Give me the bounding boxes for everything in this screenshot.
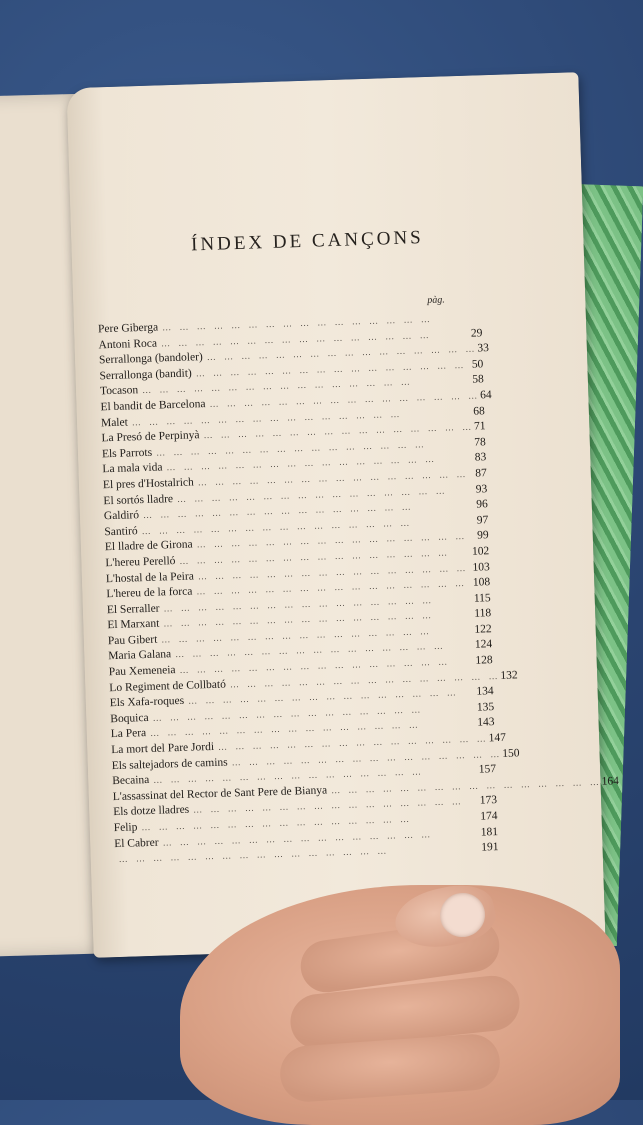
dot-leader: … … … … … … … … … … … … … … … … [143, 498, 454, 523]
page-number: 115 [456, 591, 490, 608]
song-title: Becaina [112, 773, 154, 790]
song-title: La mala vida [102, 461, 166, 479]
page-number: 135 [460, 700, 494, 717]
dot-leader: … … … … … … … … … … … … … … … … [179, 654, 459, 678]
dot-leader: … … … … … … … … … … … … … … … … [196, 576, 467, 600]
dot-leader: … … … … … … … … … … … … … … … … [177, 483, 454, 507]
dot-leader: … … … … … … … … … … … … … … … … [209, 388, 480, 412]
page-number: 68 [451, 404, 485, 421]
song-title: L'hereu Perelló [105, 554, 180, 572]
page-number: 71 [474, 419, 486, 435]
song-title: La Presó de Perpinyà [101, 428, 203, 447]
song-title: Antoni Roca [98, 336, 161, 354]
song-index-list [98, 310, 499, 868]
page-number: 157 [462, 762, 496, 779]
song-title: L'assassinat del Rector de Sant Pere de Bianya [113, 783, 332, 805]
song-title: Santiró [104, 524, 142, 541]
dot-leader: … … … … … … … … … … … … … … … … [203, 420, 474, 444]
page-number: 132 [500, 668, 518, 684]
song-title: Tocason [100, 383, 143, 400]
page-number [448, 320, 482, 321]
index-title: ÍNDEX DE CANÇONS [177, 227, 438, 257]
dot-leader: … … … … … … … … … … … … … … … … [198, 467, 469, 491]
page-number: 58 [450, 373, 484, 390]
page-column-label: pàg. [427, 294, 445, 306]
song-title: El sortós lladre [103, 492, 177, 510]
dot-leader: … … … … … … … … … … … … … … … … [142, 374, 450, 399]
page-number: 50 [466, 357, 483, 373]
song-title: El lladre de Girona [105, 538, 197, 556]
dot-leader: … … … … … … … … … … … … … … … … [179, 545, 455, 569]
dot-leader: … … … … … … … … … … … … … … … … [141, 514, 454, 539]
page-number: 97 [454, 513, 488, 530]
song-title: Els dotze lladres [113, 803, 193, 821]
dot-leader: … … … … … … … … … … … … … … … … [331, 775, 602, 799]
dot-leader: … … … … … … … … … … … … … … … … [163, 592, 457, 617]
dot-leader: … … … … … … … … … … … … … … … … [166, 452, 452, 477]
page-number: 96 [454, 497, 488, 514]
book-page [66, 72, 605, 958]
dot-leader: … … … … … … … … … … … … … … … … [198, 560, 469, 584]
song-title: Serrallonga (bandit) [99, 366, 196, 385]
dot-leader: … … … … … … … … … … … … … … … … [175, 639, 458, 663]
song-title: Els Xafa-roques [110, 694, 189, 712]
dot-leader: … … … … … … … … … … … … … … … … [118, 841, 464, 867]
song-title: Pau Gibert [108, 632, 162, 649]
dot-leader: … … … … … … … … … … … … … … … … [193, 795, 464, 819]
page-number: 103 [468, 560, 490, 576]
song-title: El Cabrer [114, 835, 163, 852]
song-title: Els Parrots [102, 445, 157, 462]
song-title: Malet [101, 415, 132, 432]
dot-leader: … … … … … … … … … … … … … … … … [153, 763, 462, 788]
song-title: La Pera [111, 726, 151, 743]
song-title: La mort del Pare Jordi [111, 740, 218, 759]
song-title: El bandit de Barcelona [100, 397, 209, 416]
dot-leader: … … … … … … … … … … … … … … … … [230, 669, 501, 693]
dot-leader: … … … … … … … … … … … … … … … … [132, 405, 452, 431]
page-number: 33 [477, 341, 489, 357]
dot-leader: … … … … … … … … … … … … … … … … [162, 826, 464, 851]
dot-leader: … … … … … … … … … … … … … … … … [162, 311, 448, 336]
dot-leader: … … … … … … … … … … … … … … … … [141, 810, 464, 836]
page-number: 99 [467, 529, 489, 545]
page-number: 128 [458, 653, 492, 670]
page-number: 102 [455, 544, 489, 561]
song-title: L'hereu de la forca [106, 585, 196, 603]
page-number: 122 [457, 622, 491, 639]
page-number: 191 [464, 840, 498, 857]
song-title: Serrallonga (bandoler) [99, 350, 207, 369]
dot-leader: … … … … … … … … … … … … … … … … [231, 747, 502, 771]
dot-leader: … … … … … … … … … … … … … … … … [156, 436, 452, 461]
page-number: 83 [452, 451, 486, 468]
dot-leader: … … … … … … … … … … … … … … … … [152, 701, 460, 726]
dot-leader: … … … … … … … … … … … … … … … … [161, 327, 449, 352]
song-title: Els saltejadors de camins [112, 755, 232, 774]
page-number: 93 [453, 482, 487, 499]
song-title: Maria Galana [108, 648, 175, 666]
page-number: 150 [502, 746, 520, 762]
page-number: 134 [459, 684, 493, 701]
dot-leader: … … … … … … … … … … … … … … … … [218, 731, 489, 755]
page-number: 108 [467, 575, 491, 591]
dot-leader: … … … … … … … … … … … … … … … … [196, 358, 467, 382]
page-number: 147 [488, 731, 506, 747]
page-number: 164 [601, 774, 619, 790]
dot-leader: … … … … … … … … … … … … … … … … [196, 529, 467, 553]
page-number: 29 [448, 326, 482, 343]
song-title: El Marxant [107, 617, 164, 634]
song-title: El pres d'Hostalrich [103, 475, 198, 494]
page-number: 173 [464, 793, 498, 810]
page-number: 143 [460, 716, 494, 733]
page-number: 64 [480, 388, 492, 404]
page-number: 174 [463, 809, 497, 826]
song-title: Lo Regiment de Collbató [109, 677, 230, 696]
song-title: Pere Giberga [98, 320, 163, 338]
dot-leader: … … … … … … … … … … … … … … … … [163, 608, 457, 633]
song-title: El Serraller [107, 601, 164, 618]
dot-leader: … … … … … … … … … … … … … … … … [188, 685, 460, 709]
page-number: 181 [464, 825, 498, 842]
song-title: Pau Xemeneia [109, 663, 180, 681]
song-title: Galdiró [104, 508, 144, 525]
dot-leader: … … … … … … … … … … … … … … … … [161, 623, 458, 648]
dot-leader: … … … … … … … … … … … … … … … … [150, 717, 461, 742]
song-title: L'hostal de la Peira [106, 569, 198, 587]
song-title: Boquica [110, 711, 153, 728]
song-title: Felip [114, 820, 142, 836]
page-number: 118 [457, 606, 491, 623]
dot-leader: … … … … … … … … … … … … … … … … [207, 342, 478, 366]
page-number: 87 [468, 466, 487, 482]
page-number: 124 [458, 638, 492, 655]
page-number: 78 [452, 435, 486, 452]
